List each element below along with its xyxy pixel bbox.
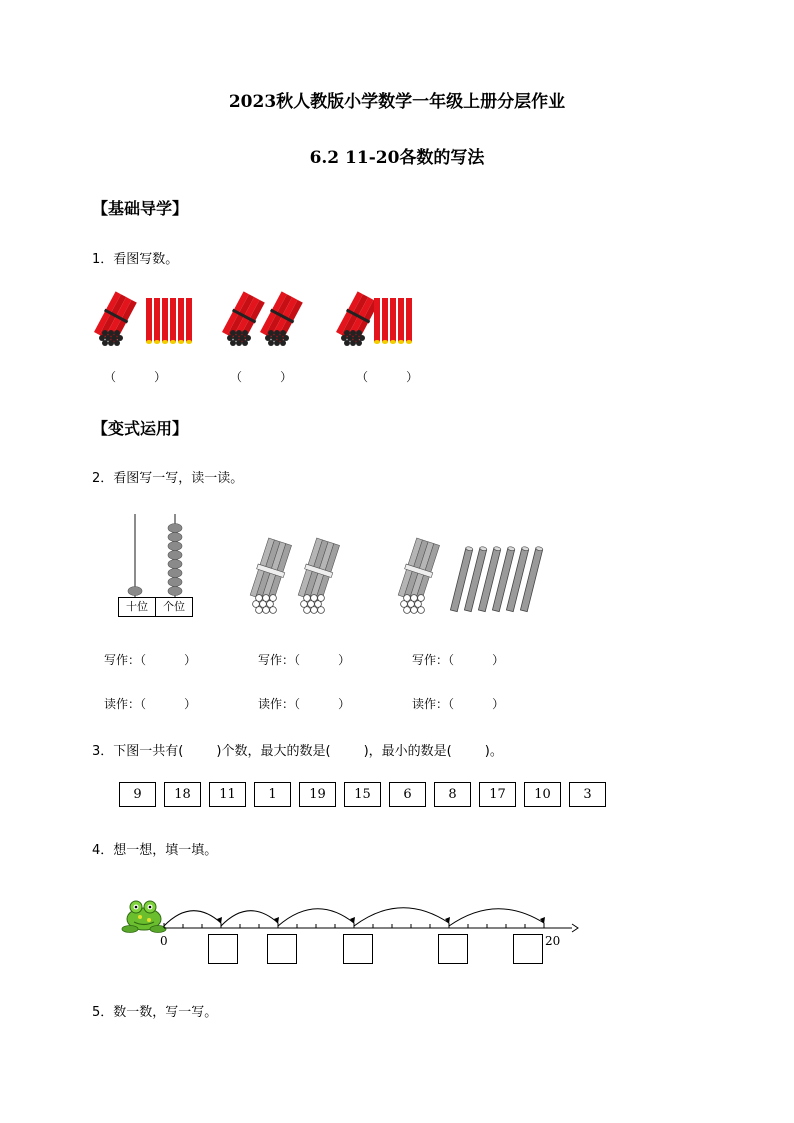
q4-answer-box-4[interactable] — [438, 934, 468, 964]
number-box: 17 — [479, 782, 516, 807]
q2-read-2[interactable]: 读作：（ ） — [258, 697, 351, 711]
number-box: 6 — [389, 782, 426, 807]
section-heading-variation: 【变式运用】 — [92, 419, 189, 438]
question-1-prompt: 1．看图写数。 — [92, 252, 179, 267]
number-box: 18 — [164, 782, 201, 807]
question-2-prompt: 2．看图写一写，读一读。 — [92, 471, 244, 486]
q1-answer-1[interactable]: （ ） — [104, 370, 167, 384]
question-5-prompt: 5．数一数，写一写。 — [92, 1005, 218, 1020]
red-sticks-illustration — [90, 290, 430, 350]
number-box: 11 — [209, 782, 246, 807]
q4-answer-box-3[interactable] — [343, 934, 373, 964]
q2-write-3[interactable]: 写作：（ ） — [412, 653, 505, 667]
number-line — [160, 893, 580, 938]
q2-write-2[interactable]: 写作：（ ） — [258, 653, 351, 667]
q2-read-1[interactable]: 读作：（ ） — [104, 697, 197, 711]
question-3-prompt: 3．下图一共有( )个数，最大的数是( )，最小的数是( )。 — [92, 744, 503, 759]
abacus-ones-label: 个位 — [155, 597, 193, 617]
number-box: 3 — [569, 782, 606, 807]
q1-answer-3[interactable]: （ ） — [356, 370, 419, 384]
gray-sticks-illustration — [245, 538, 555, 618]
q2-read-3[interactable]: 读作：（ ） — [412, 697, 505, 711]
number-box: 15 — [344, 782, 381, 807]
abacus-tens-label: 十位 — [118, 597, 156, 617]
q1-answer-2[interactable]: （ ） — [230, 370, 293, 384]
section-heading-basic: 【基础导学】 — [92, 199, 189, 218]
q4-answer-box-1[interactable] — [208, 934, 238, 964]
abacus-illustration — [118, 510, 198, 600]
page-subtitle: 6.2 11-20各数的写法 — [309, 148, 485, 168]
number-line-start: 0 — [160, 934, 168, 948]
number-box: 1 — [254, 782, 291, 807]
number-line-end: 20 — [545, 934, 561, 948]
number-box: 9 — [119, 782, 156, 807]
question-4-prompt: 4．想一想，填一填。 — [92, 843, 218, 858]
number-box: 8 — [434, 782, 471, 807]
q2-write-1[interactable]: 写作：（ ） — [104, 653, 197, 667]
number-box: 19 — [299, 782, 336, 807]
number-box: 10 — [524, 782, 561, 807]
q4-answer-box-5[interactable] — [513, 934, 543, 964]
q4-answer-box-2[interactable] — [267, 934, 297, 964]
page-title: 2023秋人教版小学数学一年级上册分层作业 — [228, 92, 566, 112]
